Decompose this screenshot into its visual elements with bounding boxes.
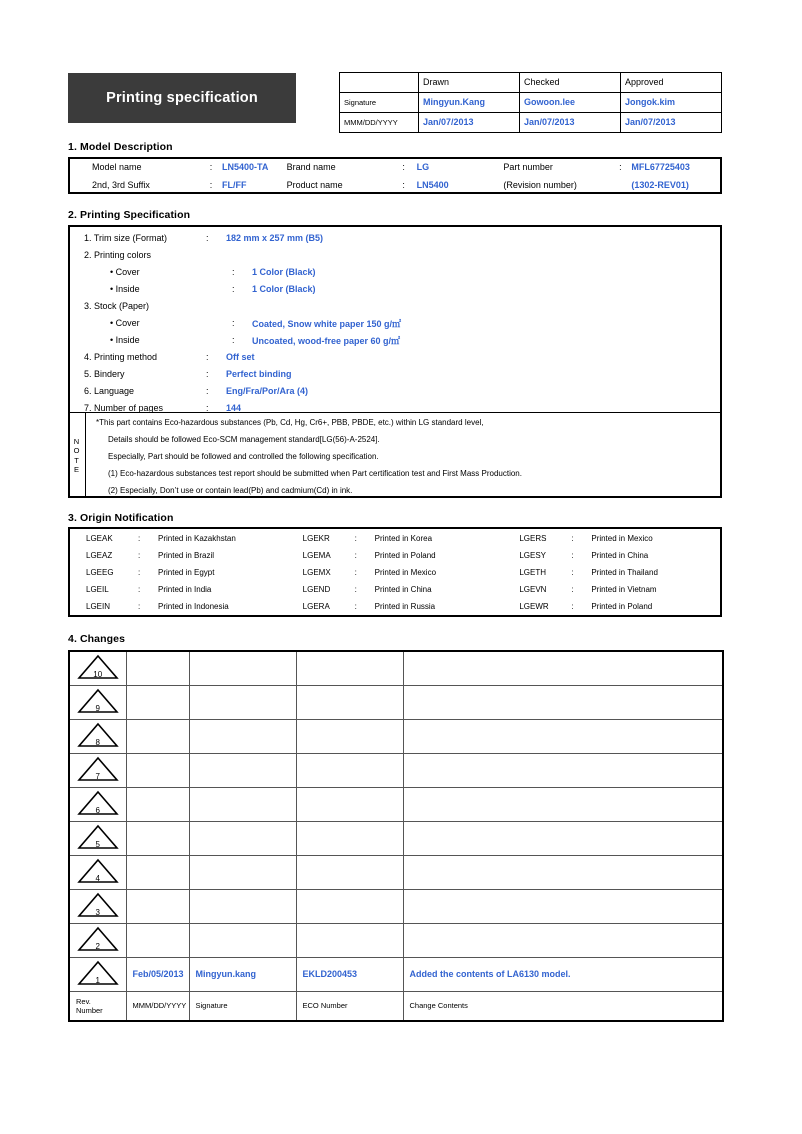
revision-change-contents (403, 923, 723, 957)
table-row (69, 651, 723, 685)
sig-col-checked: Checked (520, 73, 621, 93)
revision-triangle-icon (77, 654, 119, 680)
revision-triangle-icon (77, 688, 119, 714)
origin-entry (70, 547, 287, 564)
table-row (340, 93, 722, 113)
origin-colon: : (138, 585, 141, 594)
table-row (69, 923, 723, 957)
revision-signature (189, 685, 296, 719)
field-value: LN5400-TA (222, 161, 269, 172)
origin-entry (287, 530, 504, 547)
note-line: Details should be followed Eco-SCM management standard[LG(56)-A-2524]. (108, 435, 380, 444)
revision-marker-cell (69, 855, 126, 889)
spec-item-printing-colors (70, 248, 226, 262)
spec-item-trim-size (70, 231, 323, 245)
section-heading-origin-notification: 3. Origin Notification (68, 512, 174, 524)
spec-value: 144 (226, 403, 242, 413)
origin-text: Printed in Korea (374, 534, 433, 543)
origin-code: LGEND (302, 585, 331, 594)
origin-colon: : (571, 568, 574, 577)
spec-item-printing-method (70, 350, 255, 364)
origin-code: LGETH (519, 568, 546, 577)
table-row (69, 787, 723, 821)
spec-label: 1. Trim size (Format) (84, 233, 168, 243)
spec-colon: : (206, 369, 209, 379)
origin-entry (70, 598, 287, 615)
revision-signature (189, 923, 296, 957)
revision-eco-number (296, 651, 403, 685)
origin-entry (287, 598, 504, 615)
revision-date (126, 855, 189, 889)
sig-row-label-date: MMM/DD/YYYY (340, 113, 419, 133)
revision-date (126, 923, 189, 957)
revision-change-contents (403, 719, 723, 753)
field-colon: : (402, 161, 405, 172)
revision-change-contents: Added the contents of LA6130 model. (403, 957, 723, 991)
revision-number: 9 (95, 704, 100, 713)
revision-date (126, 719, 189, 753)
origin-text: Printed in Kazakhstan (158, 534, 236, 543)
revision-date (126, 821, 189, 855)
origin-colon: : (571, 534, 574, 543)
spec-colon: : (232, 267, 235, 277)
revision-marker-cell (69, 889, 126, 923)
origin-text: Printed in Brazil (158, 551, 215, 560)
note-block (68, 412, 722, 498)
field-label: (Revision number) (503, 179, 577, 190)
spec-label: • Cover (110, 267, 140, 277)
spec-item-stock-inside (70, 333, 400, 347)
revision-change-contents (403, 685, 723, 719)
revision-number: 8 (95, 738, 100, 747)
revision-date (126, 889, 189, 923)
revision-change-contents (403, 651, 723, 685)
revision-change-contents (403, 889, 723, 923)
revision-marker-cell (69, 651, 126, 685)
spec-label: 2. Printing colors (84, 250, 152, 260)
sig-drawn-date: Jan/07/2013 (419, 113, 520, 133)
sig-corner-blank (340, 73, 419, 93)
revision-triangle-icon (77, 858, 119, 884)
origin-text: Printed in Mexico (591, 534, 653, 543)
origin-text: Printed in Poland (374, 551, 436, 560)
revision-triangle-icon (77, 722, 119, 748)
spec-value: Coated, Snow white paper 150 g/㎡ (252, 318, 402, 329)
revision-signature (189, 889, 296, 923)
origin-text: Printed in India (158, 585, 212, 594)
revision-eco-number (296, 719, 403, 753)
spec-colon: : (206, 403, 209, 413)
revision-eco-number (296, 855, 403, 889)
table-row (69, 753, 723, 787)
field-colon: : (619, 161, 622, 172)
revision-marker-cell (69, 821, 126, 855)
origin-colon: : (354, 568, 357, 577)
field-product-name (287, 176, 504, 194)
revision-signature (189, 855, 296, 889)
origin-entry (287, 564, 504, 581)
field-model-name (70, 158, 287, 176)
changes-table (68, 650, 724, 1022)
document-title-banner (68, 73, 296, 123)
revision-signature (189, 719, 296, 753)
origin-colon: : (138, 534, 141, 543)
revision-number: 6 (95, 806, 100, 815)
note-line: *This part contains Eco-hazardous substances (Pb, Cd, Hg, Cr6+, PBB, PBDE, etc.) within LG standard level, (96, 418, 484, 427)
revision-eco-number (296, 685, 403, 719)
note-vertical-label (68, 413, 86, 498)
changes-footer-eco-number: ECO Number (296, 991, 403, 1021)
changes-footer-signature: Signature (189, 991, 296, 1021)
spec-item-language (70, 384, 308, 398)
origin-entry (503, 530, 720, 547)
spec-colon: : (232, 284, 235, 294)
origin-text: Printed in Poland (591, 602, 653, 611)
spec-colon: : (232, 335, 235, 345)
field-brand-name (287, 158, 504, 176)
revision-signature (189, 821, 296, 855)
field-part-number (503, 158, 720, 176)
revision-marker-cell (69, 719, 126, 753)
spec-value: 1 Color (Black) (252, 267, 316, 277)
revision-number: 5 (95, 840, 100, 849)
sig-drawn-name: Mingyun.Kang (419, 93, 520, 113)
origin-entry (287, 581, 504, 598)
sig-approved-date: Jan/07/2013 (621, 113, 722, 133)
table-row (69, 685, 723, 719)
spec-label: • Inside (110, 335, 140, 345)
spec-value: Uncoated, wood-free paper 60 g/㎡ (252, 335, 401, 346)
revision-marker-cell (69, 923, 126, 957)
spec-value: 182 mm x 257 mm (B5) (226, 233, 324, 243)
origin-entry (503, 598, 720, 615)
revision-marker-cell (69, 957, 126, 991)
table-row (69, 991, 723, 1021)
spec-value: Off set (226, 352, 255, 362)
origin-code: LGERS (519, 534, 547, 543)
field-suffix (70, 176, 287, 194)
origin-entry (70, 564, 287, 581)
spec-item-colors-inside (70, 282, 316, 296)
origin-code: LGEMX (302, 568, 331, 577)
origin-text: Printed in Vietnam (591, 585, 657, 594)
origin-colon: : (354, 602, 357, 611)
origin-code: LGEVN (519, 585, 547, 594)
revision-number: 2 (95, 942, 100, 951)
origin-code: LGEKR (302, 534, 330, 543)
origin-text: Printed in Indonesia (158, 602, 229, 611)
spec-value: 1 Color (Black) (252, 284, 316, 294)
revision-triangle-icon (77, 960, 119, 986)
revision-signature (189, 787, 296, 821)
origin-code: LGEIN (86, 602, 111, 611)
revision-triangle-icon (77, 824, 119, 850)
origin-code: LGERA (302, 602, 330, 611)
revision-date: Feb/05/2013 (126, 957, 189, 991)
origin-entry (70, 581, 287, 598)
spec-colon: : (206, 352, 209, 362)
table-row (69, 855, 723, 889)
origin-text: Printed in Russia (374, 602, 436, 611)
spec-item-colors-cover (70, 265, 316, 279)
table-row (69, 957, 723, 991)
origin-entry (503, 581, 720, 598)
note-letter-n: N (73, 436, 80, 446)
origin-colon: : (138, 602, 141, 611)
origin-entry (503, 564, 720, 581)
origin-colon: : (571, 551, 574, 560)
table-row (69, 821, 723, 855)
field-colon: : (209, 161, 213, 172)
origin-text: Printed in China (374, 585, 432, 594)
field-label: Product name (286, 179, 343, 190)
revision-signature: Mingyun.kang (189, 957, 296, 991)
origin-entry (70, 530, 287, 547)
field-value: (1302-REV01) (631, 179, 689, 190)
origin-code: LGEWR (519, 602, 549, 611)
revision-signature (189, 753, 296, 787)
field-colon: : (402, 179, 405, 190)
table-row (340, 73, 722, 93)
revision-date (126, 787, 189, 821)
revision-number: 7 (95, 772, 100, 781)
origin-code: LGESY (519, 551, 547, 560)
field-colon: : (209, 179, 213, 190)
spec-label: 5. Bindery (84, 369, 125, 379)
revision-eco-number (296, 821, 403, 855)
sig-checked-date: Jan/07/2013 (520, 113, 621, 133)
origin-colon: : (571, 585, 574, 594)
spec-label: 7. Number of pages (84, 403, 164, 413)
field-label: Model name (92, 161, 142, 172)
field-value: MFL67725403 (631, 161, 690, 172)
spec-label: 6. Language (84, 386, 135, 396)
spec-item-stock-paper (70, 299, 226, 313)
changes-footer-rev-number: Rev. Number (69, 991, 126, 1021)
revision-eco-number (296, 787, 403, 821)
revision-date (126, 685, 189, 719)
origin-colon: : (354, 534, 357, 543)
revision-triangle-icon (77, 926, 119, 952)
table-row (69, 719, 723, 753)
changes-footer-change-contents: Change Contents (403, 991, 723, 1021)
revision-triangle-icon (77, 756, 119, 782)
spec-label: 3. Stock (Paper) (84, 301, 150, 311)
spec-value: Perfect binding (226, 369, 292, 379)
note-line: (1) Eco-hazardous substances test report should be submitted when Part certification test and First Mass Production. (108, 469, 522, 478)
revision-eco-number (296, 889, 403, 923)
changes-footer-date: MMM/DD/YYYY (126, 991, 189, 1021)
note-letter-e: E (73, 465, 79, 474)
revision-triangle-icon (77, 790, 119, 816)
revision-change-contents (403, 753, 723, 787)
revision-number: 10 (93, 670, 103, 680)
section-heading-changes: 4. Changes (68, 633, 126, 645)
origin-colon: : (138, 568, 141, 577)
signature-approval-table (339, 72, 722, 133)
revision-marker-cell (69, 787, 126, 821)
revision-number: 3 (95, 908, 100, 917)
origin-text: Printed in China (591, 551, 649, 560)
revision-number: 1 (95, 976, 100, 985)
spec-colon: : (206, 386, 209, 396)
field-value: FL/FF (222, 179, 247, 190)
revision-number: 4 (95, 874, 100, 883)
field-value: LG (416, 161, 430, 172)
note-line: Especially, Part should be followed and controlled the following specification. (108, 452, 379, 461)
page-title: Printing specification (106, 90, 258, 106)
revision-change-contents (403, 821, 723, 855)
field-label: 2nd, 3rd Suffix (92, 179, 150, 190)
revision-eco-number: EKLD200453 (296, 957, 403, 991)
spec-colon: : (232, 318, 235, 328)
origin-colon: : (354, 551, 357, 560)
sig-col-approved: Approved (621, 73, 722, 93)
spec-colon: : (206, 233, 209, 243)
origin-code: LGEIL (86, 585, 109, 594)
revision-eco-number (296, 923, 403, 957)
field-label: Brand name (286, 161, 336, 172)
origin-entry (503, 547, 720, 564)
origin-colon: : (354, 585, 357, 594)
revision-marker-cell (69, 685, 126, 719)
revision-eco-number (296, 753, 403, 787)
origin-text: Printed in Egypt (158, 568, 215, 577)
field-revision-number (503, 176, 720, 194)
note-letter-o: O (73, 446, 80, 455)
spec-value: Eng/Fra/Por/Ara (4) (226, 386, 309, 396)
table-row (340, 113, 722, 133)
model-description-box (68, 157, 722, 194)
origin-entry (287, 547, 504, 564)
spec-item-stock-cover (70, 316, 401, 330)
section-heading-model-description: 1. Model Description (68, 141, 173, 153)
sig-row-label-signature: Signature (340, 93, 419, 113)
spec-label: • Inside (110, 284, 140, 294)
sig-approved-name: Jongok.kim (621, 93, 722, 113)
spec-label: 4. Printing method (84, 352, 158, 362)
table-row (69, 889, 723, 923)
revision-change-contents (403, 855, 723, 889)
origin-notification-box (68, 527, 722, 617)
note-line: (2) Especially, Don’t use or contain lead(Pb) and cadmium(Cd) in ink. (108, 486, 353, 495)
revision-marker-cell (69, 753, 126, 787)
note-letter-t: T (74, 455, 79, 465)
spec-item-bindery (70, 367, 292, 381)
origin-code: LGEMA (302, 551, 331, 560)
spec-label: • Cover (110, 318, 140, 328)
origin-text: Printed in Mexico (374, 568, 437, 577)
origin-code: LGEAZ (86, 551, 113, 560)
section-heading-printing-specification: 2. Printing Specification (68, 209, 191, 221)
revision-date (126, 651, 189, 685)
origin-code: LGEAK (86, 534, 113, 543)
field-label: Part number (503, 161, 553, 172)
revision-triangle-icon (77, 892, 119, 918)
origin-code: LGEEG (86, 568, 114, 577)
origin-colon: : (138, 551, 141, 560)
revision-signature (189, 651, 296, 685)
origin-text: Printed in Thailand (591, 568, 658, 577)
sig-col-drawn: Drawn (419, 73, 520, 93)
origin-colon: : (571, 602, 574, 611)
sig-checked-name: Gowoon.lee (520, 93, 621, 113)
revision-date (126, 753, 189, 787)
field-value: LN5400 (416, 179, 449, 190)
revision-change-contents (403, 787, 723, 821)
